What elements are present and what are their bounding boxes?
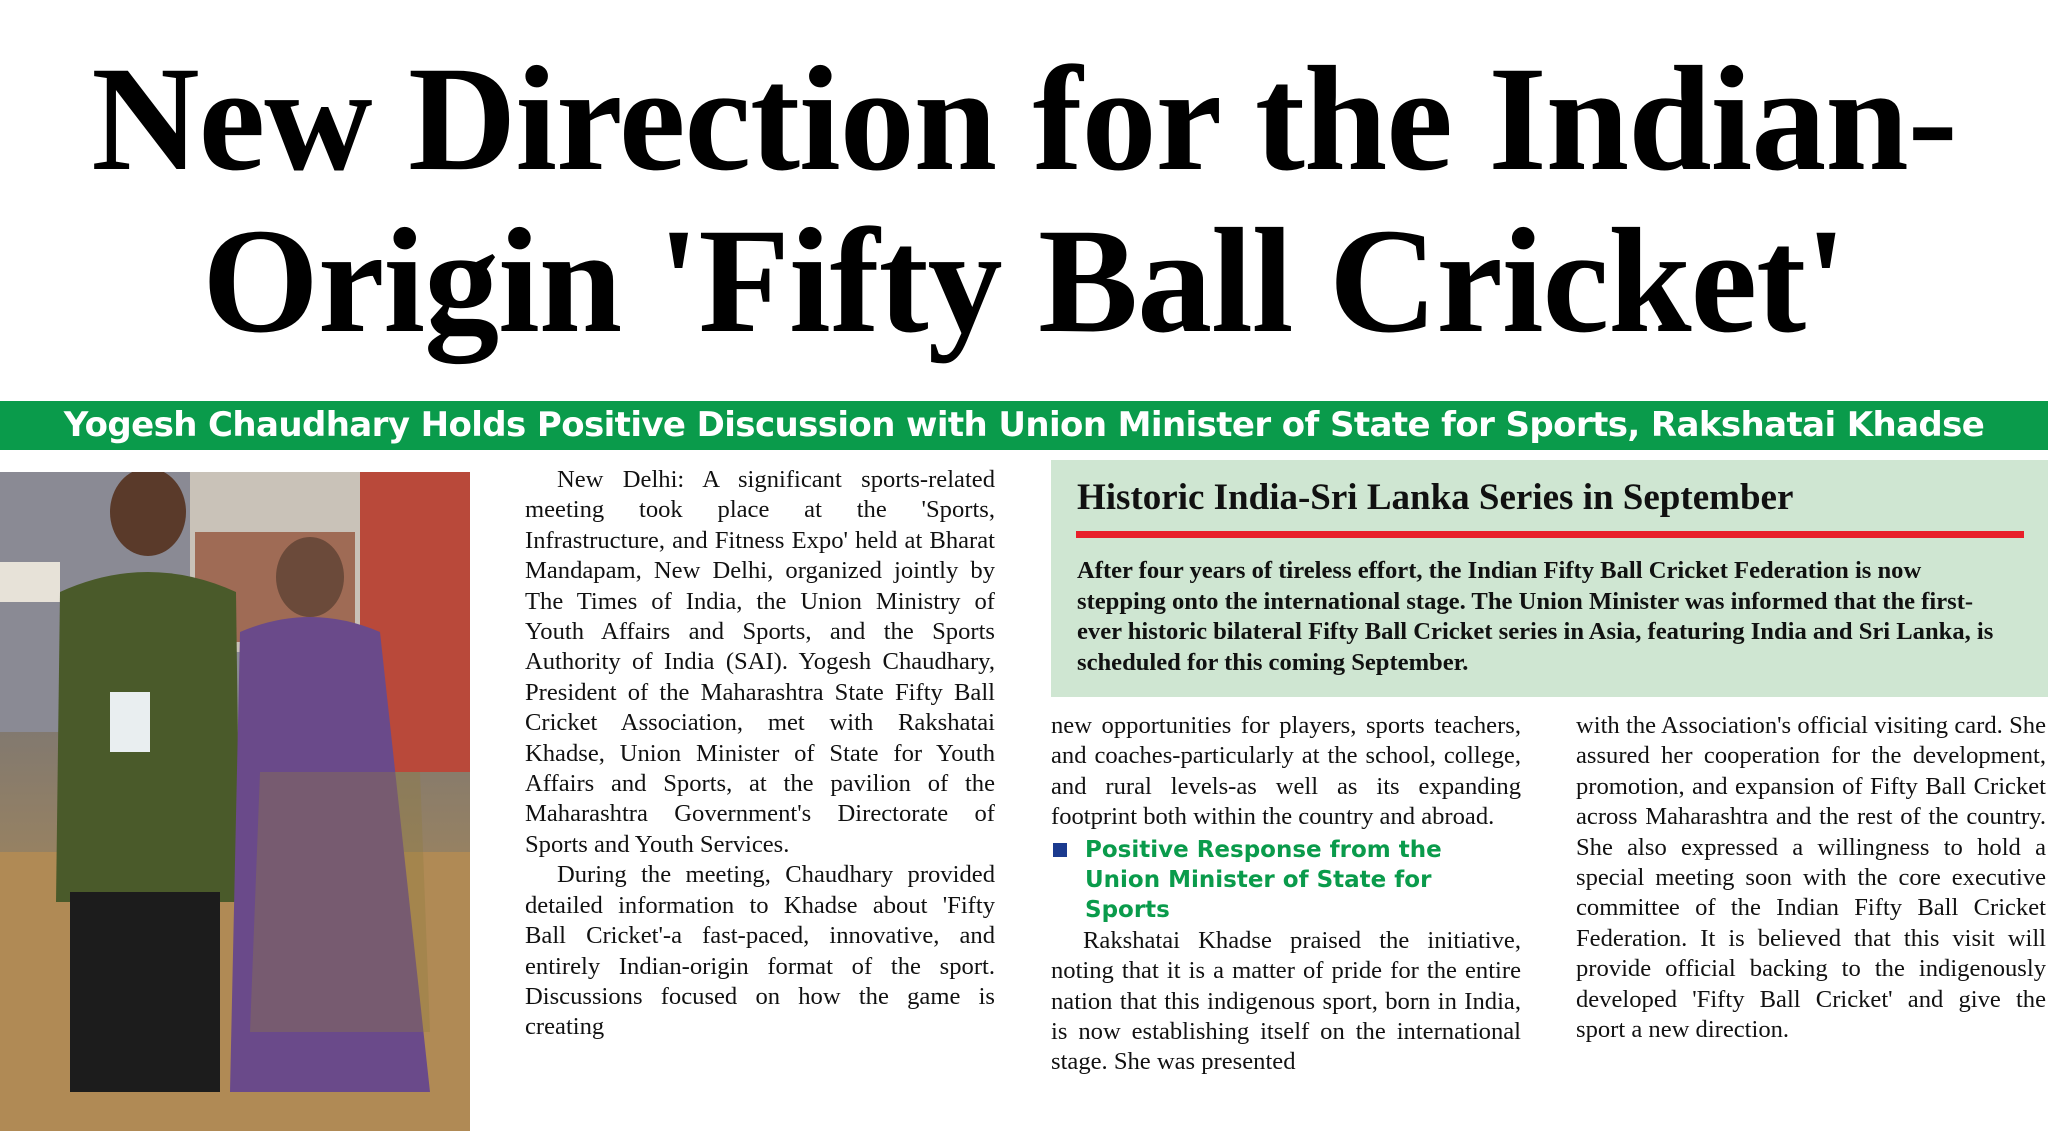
headline-line-1: New Direction for the Indian- [91, 36, 1957, 202]
section-subhead-text: Positive Response from the Union Minister of State for Sports [1085, 836, 1442, 924]
square-bullet-icon [1053, 843, 1067, 857]
article-photo [0, 472, 470, 1131]
article-column-1 [525, 465, 995, 1043]
headline [0, 38, 2048, 362]
article-column-2 [1051, 711, 1521, 1078]
column-2-paragraph-1: new opportunities for players, sports teachers, and coaches-particularly at the school, college, and rural levels-as well as its expanding footprint both within the country and abroad. [1051, 712, 1521, 831]
sidebox-divider [1076, 531, 2024, 538]
sidebox-title: Historic India-Sri Lanka Series in September [1077, 477, 1794, 518]
sidebox-body: After four years of tireless effort, the Indian Fifty Ball Cricket Federation is now stepping onto the international stage. The Union Minister was informed that the first-ever historic bilateral Fifty Ball Cricket series in Asia, featuring India and Sri Lanka, is scheduled for this coming September. [1077, 557, 1994, 676]
headline-line-2: Origin 'Fifty Ball Cricket' [202, 198, 1846, 364]
article-column-3 [1576, 711, 2046, 1045]
column-3-paragraph-1: with the Association's official visiting card. She assured her cooperation for the development, promotion, and expansion of Fifty Ball Cricket across Maharashtra and the rest of the country. She also expressed a willingness to hold a special meeting soon with the core executive committee of the Indian Fifty Ball Cricket Federation. It is believed that this visit will provide official backing to the indigenously developed 'Fifty Ball Cricket' and give the sport a new direction. [1576, 712, 2046, 1044]
column-2-paragraph-2: Rakshatai Khadse praised the initiative, noting that it is a matter of pride for the entire nation that this indigenous sport, born in India, is now establishing itself on the international stage. She was presented [1051, 926, 1521, 1076]
photo-illustration [0, 472, 470, 1131]
column-1-paragraph-2: During the meeting, Chaudhary provided detailed information to Khadse about 'Fifty Ball Cricket'-a fast-paced, innovative, and entirely Indian-origin format of the sport. Discussions focused on how the game is creating [525, 861, 995, 1041]
subheadline: Yogesh Chaudhary Holds Positive Discussion with Union Minister of State for Sports, Rakshatai Khadse [63, 405, 1985, 445]
section-subhead [1051, 835, 1521, 926]
sidebox [1051, 460, 2048, 697]
subheadline-bar [0, 401, 2048, 450]
column-1-paragraph-1: New Delhi: A significant sports-related meeting took place at the 'Sports, Infrastructure, and Fitness Expo' held at Bharat Mandapam, New Delhi, organized jointly by The Times of India, the Union Ministry of Youth Affairs and Sports, and the Sports Authority of India (SAI). Yogesh Chaudhary, President of the Maharashtra State Fifty Ball Cricket Association, met with Rakshatai Khadse, Union Minister of State for Youth Affairs and Sports, at the pavilion of the Maharashtra Government's Directorate of Sports and Youth Services. [525, 466, 995, 858]
